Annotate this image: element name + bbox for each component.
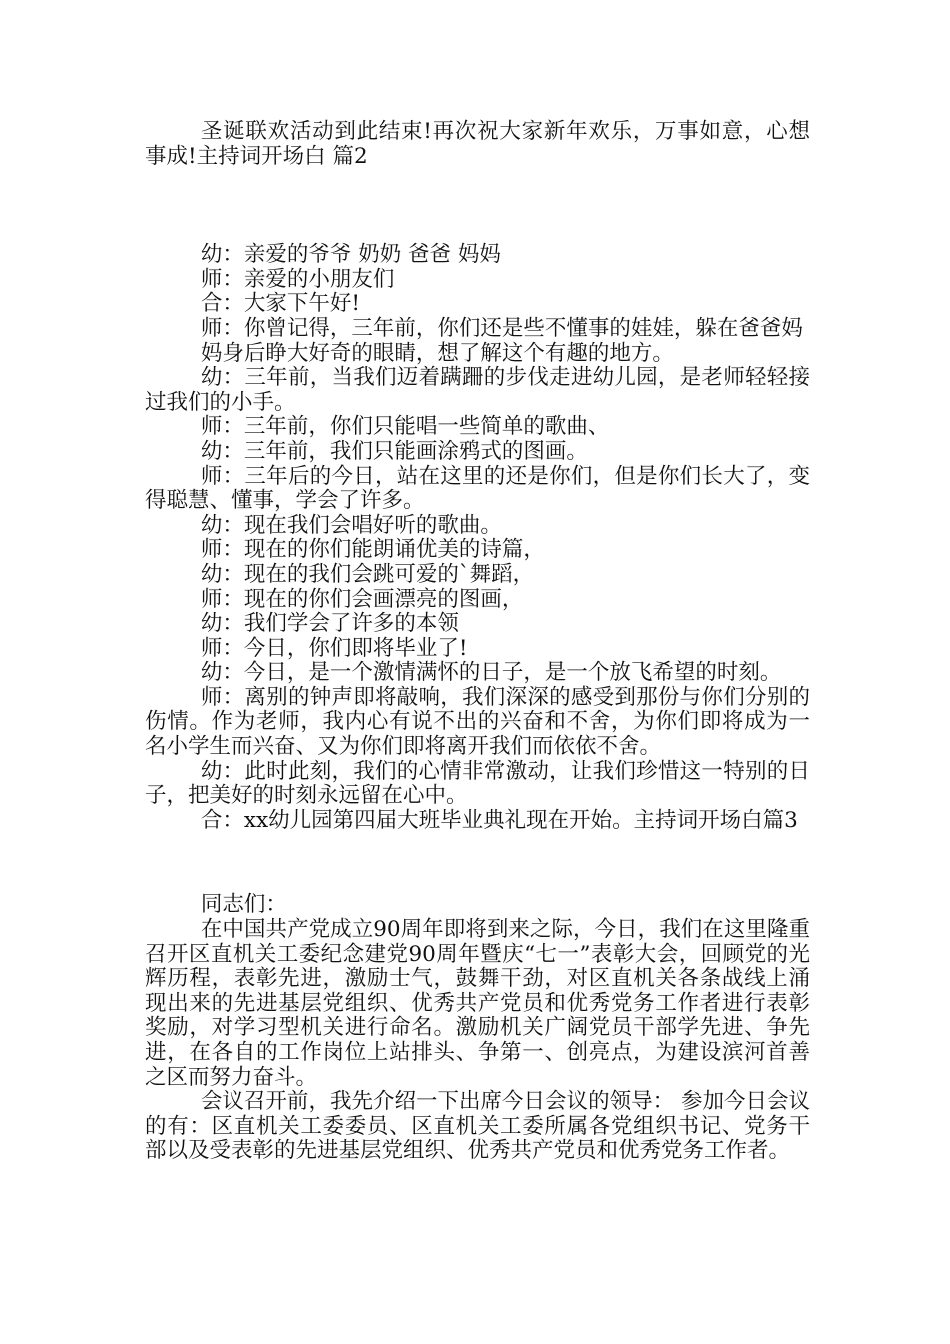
dialogue-line: 合：xx幼儿园第四届大班毕业典礼现在开始。主持词开场白篇3	[200, 807, 798, 833]
dialogue-line: 妈身后睁大好奇的眼睛，想了解这个有趣的地方。	[200, 340, 674, 366]
dialogue-line: 幼：我们学会了许多的本领	[200, 611, 459, 637]
dialogue-line: 幼：今日，是一个激情满怀的日子，是一个放飞希望的时刻。	[200, 660, 782, 686]
section-spacer	[145, 169, 810, 243]
dialogue-line: 幼：三年前，我们只能画涂鸦式的图画。	[200, 438, 588, 464]
dialogue-line: 师：现在的你们会画漂亮的图画，	[200, 586, 524, 612]
dialogue-line: 幼：现在我们会唱好听的歌曲。	[200, 512, 502, 538]
dialogue-line: 幼：现在的我们会跳可爱的`舞蹈，	[200, 561, 535, 587]
dialogue-line: 师：亲爱的小朋友们	[200, 266, 395, 292]
section-spacer	[145, 833, 810, 893]
dialogue-line: 师：三年后的今日，站在这里的还是你们，但是你们长大了，变得聪慧、懂事，学会了许多。	[145, 463, 810, 514]
speech-paragraph: 同志们：	[200, 892, 287, 918]
dialogue-line: 师：你曾记得，三年前，你们还是些不懂事的娃娃，躲在爸爸妈	[200, 315, 803, 341]
paragraph-closing: 圣诞联欢活动到此结束!再次祝大家新年欢乐，万事如意，心想事成!主持词开场白 篇2	[145, 119, 810, 169]
dialogue-line: 师：今日，你们即将毕业了!	[200, 635, 468, 661]
document-body	[145, 120, 810, 1164]
speech-paragraph: 会议召开前，我先介绍一下出席今日会议的领导： 参加今日会议的有：区直机关工委委员、区直机关工委所属各党组织书记、党务干部以及受表彰的先进基层党组织、优秀共产党员和优秀党务工作者。	[145, 1089, 810, 1164]
dialogue-line: 师：三年前，你们只能唱一些简单的歌曲、	[200, 414, 610, 440]
dialogue-line: 幼：三年前，当我们迈着蹒跚的步伐走进幼儿园，是老师轻轻接过我们的小手。	[145, 365, 810, 415]
dialogue-line: 幼：此时此刻，我们的心情非常激动，让我们珍惜这一特别的日子，把美好的时刻永远留在心中。	[145, 758, 810, 809]
dialogue-line: 幼：亲爱的爷爷 奶奶 爸爸 妈妈	[200, 242, 501, 268]
dialogue-line: 合：大家下午好!	[200, 291, 361, 317]
dialogue-line: 师：现在的你们能朗诵优美的诗篇，	[200, 537, 545, 563]
dialogue-line: 师：离别的钟声即将敲响，我们深深的感受到那份与你们分别的伤情。作为老师，我内心有说不出的兴奋和不舍，为你们即将成为一名小学生而兴奋、又为你们即将离开我们而依依不舍。	[145, 684, 810, 760]
speech-paragraph: 在中国共产党成立90周年即将到来之际，今日，我们在这里隆重召开区直机关工委纪念建党90周年暨庆“七一”表彰大会，回顾党的光辉历程，表彰先进，激励士气，鼓舞干劲，对区直机关各条战线上涌现出来的先进基层党组织、优秀共产党员和优秀党务工作者进行表彰奖励，对学习型机关进行命名。激励机关广阔党员干部学先进、争先进，在各自的工作岗位上站排头、争第一、创亮点，为建设滨河首善之区而努力奋斗。	[145, 917, 810, 1090]
